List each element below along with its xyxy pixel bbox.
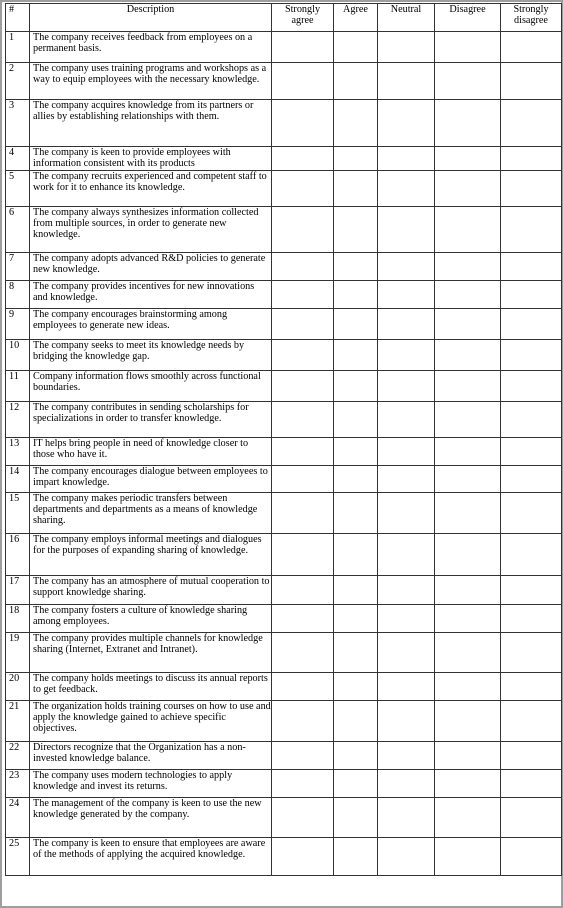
response-cell-agree[interactable] [334,438,378,466]
response-cell-agree[interactable] [334,605,378,633]
response-cell-strongly-disagree[interactable] [501,171,562,207]
response-cell-agree[interactable] [334,770,378,798]
row-description: The management of the company is keen to use the new knowledge generated by the company. [30,798,272,838]
row-description: The company provides incentives for new innovations and knowledge. [30,281,272,309]
response-cell-disagree[interactable] [435,576,501,605]
row-description: The company employs informal meetings and dialogues for the purposes of expanding sharing of knowledge. [30,534,272,576]
row-description: Company information flows smoothly across functional boundaries. [30,371,272,402]
row-description: The company is keen to ensure that employees are aware of the methods of applying the acquired knowledge. [30,838,272,876]
row-number: 8 [6,281,30,309]
response-cell-disagree[interactable] [435,171,501,207]
table-row [6,633,562,673]
header-agree: Agree [334,4,378,32]
response-cell-strongly-disagree[interactable] [501,309,562,340]
table-row [6,402,562,438]
row-description: The company uses modern technologies to apply knowledge and invest its returns. [30,770,272,798]
response-cell-strongly-disagree[interactable] [501,100,562,147]
survey-table [5,3,562,876]
response-cell-agree[interactable] [334,281,378,309]
response-cell-strongly-disagree[interactable] [501,147,562,171]
row-number: 24 [6,798,30,838]
response-cell-agree[interactable] [334,493,378,534]
table-row [6,171,562,207]
row-description: The company recruits experienced and competent staff to work for it to enhance its knowledge. [30,171,272,207]
response-cell-disagree[interactable] [435,742,501,770]
response-cell-agree[interactable] [334,340,378,371]
header-description: Description [30,4,272,32]
row-description: The company holds meetings to discuss its annual reports to get feedback. [30,673,272,701]
table-row [6,207,562,253]
response-cell-neutral[interactable] [378,633,435,673]
response-cell-disagree[interactable] [435,402,501,438]
response-cell-agree[interactable] [334,466,378,493]
response-cell-strongly-disagree[interactable] [501,281,562,309]
response-cell-strongly-agree[interactable] [272,253,334,281]
response-cell-disagree[interactable] [435,371,501,402]
table-row [6,100,562,147]
response-cell-agree[interactable] [334,63,378,100]
response-cell-strongly-disagree[interactable] [501,633,562,673]
row-description: The company uses training programs and workshops as a way to equip employees with the necessary knowledge. [30,63,272,100]
row-number: 17 [6,576,30,605]
header-number: # [6,4,30,32]
response-cell-strongly-agree[interactable] [272,32,334,63]
row-description: The company is keen to provide employees with information consistent with its products [30,147,272,171]
response-cell-neutral[interactable] [378,605,435,633]
response-cell-disagree[interactable] [435,100,501,147]
response-cell-strongly-disagree[interactable] [501,605,562,633]
response-cell-agree[interactable] [334,207,378,253]
response-cell-agree[interactable] [334,798,378,838]
response-cell-neutral[interactable] [378,838,435,876]
response-cell-neutral[interactable] [378,100,435,147]
response-cell-strongly-agree[interactable] [272,673,334,701]
row-number: 11 [6,371,30,402]
response-cell-strongly-disagree[interactable] [501,253,562,281]
response-cell-strongly-agree[interactable] [272,605,334,633]
response-cell-strongly-disagree[interactable] [501,438,562,466]
response-cell-disagree[interactable] [435,493,501,534]
response-cell-strongly-agree[interactable] [272,147,334,171]
response-cell-neutral[interactable] [378,63,435,100]
row-number: 6 [6,207,30,253]
row-description: The company has an atmosphere of mutual cooperation to support knowledge sharing. [30,576,272,605]
row-number: 4 [6,147,30,171]
row-description: The company encourages brainstorming among employees to generate new ideas. [30,309,272,340]
row-number: 14 [6,466,30,493]
table-row [6,281,562,309]
row-description: The company always synthesizes information collected from multiple sources, in order to generate new knowledge. [30,207,272,253]
table-row [6,340,562,371]
response-cell-neutral[interactable] [378,171,435,207]
response-cell-agree[interactable] [334,742,378,770]
response-cell-strongly-agree[interactable] [272,100,334,147]
response-cell-neutral[interactable] [378,534,435,576]
response-cell-strongly-agree[interactable] [272,534,334,576]
row-number: 9 [6,309,30,340]
response-cell-disagree[interactable] [435,633,501,673]
table-row [6,466,562,493]
response-cell-strongly-agree[interactable] [272,281,334,309]
table-row [6,371,562,402]
table-row [6,798,562,838]
table-row [6,701,562,742]
response-cell-strongly-agree[interactable] [272,466,334,493]
response-cell-agree[interactable] [334,371,378,402]
response-cell-agree[interactable] [334,838,378,876]
response-cell-agree[interactable] [334,100,378,147]
response-cell-strongly-agree[interactable] [272,838,334,876]
row-description: Directors recognize that the Organization has a non-invested knowledge balance. [30,742,272,770]
response-cell-strongly-disagree[interactable] [501,371,562,402]
response-cell-disagree[interactable] [435,281,501,309]
row-description: The company contributes in sending scholarships for specializations in order to transfer knowledge. [30,402,272,438]
response-cell-strongly-disagree[interactable] [501,207,562,253]
response-cell-disagree[interactable] [435,770,501,798]
row-number: 10 [6,340,30,371]
response-cell-strongly-agree[interactable] [272,402,334,438]
response-cell-neutral[interactable] [378,32,435,63]
response-cell-strongly-disagree[interactable] [501,63,562,100]
response-cell-strongly-agree[interactable] [272,207,334,253]
response-cell-strongly-agree[interactable] [272,742,334,770]
response-cell-agree[interactable] [334,32,378,63]
response-cell-strongly-disagree[interactable] [501,32,562,63]
response-cell-agree[interactable] [334,576,378,605]
row-description: The company encourages dialogue between employees to impart knowledge. [30,466,272,493]
table-row [6,605,562,633]
response-cell-strongly-agree[interactable] [272,701,334,742]
row-description: The company makes periodic transfers between departments and departments as a means of knowledge sharing. [30,493,272,534]
response-cell-agree[interactable] [334,171,378,207]
header-row [6,4,562,32]
response-cell-disagree[interactable] [435,340,501,371]
response-cell-strongly-disagree[interactable] [501,466,562,493]
response-cell-agree[interactable] [334,534,378,576]
response-cell-neutral[interactable] [378,147,435,171]
response-cell-strongly-disagree[interactable] [501,340,562,371]
response-cell-neutral[interactable] [378,701,435,742]
row-number: 23 [6,770,30,798]
row-number: 16 [6,534,30,576]
row-number: 22 [6,742,30,770]
table-row [6,673,562,701]
row-number: 1 [6,32,30,63]
response-cell-strongly-disagree[interactable] [501,838,562,876]
response-cell-neutral[interactable] [378,340,435,371]
row-number: 2 [6,63,30,100]
response-cell-strongly-disagree[interactable] [501,798,562,838]
response-cell-neutral[interactable] [378,402,435,438]
row-number: 20 [6,673,30,701]
response-cell-strongly-agree[interactable] [272,371,334,402]
response-cell-neutral[interactable] [378,253,435,281]
response-cell-strongly-disagree[interactable] [501,493,562,534]
row-number: 13 [6,438,30,466]
response-cell-strongly-disagree[interactable] [501,742,562,770]
response-cell-neutral[interactable] [378,493,435,534]
response-cell-agree[interactable] [334,147,378,171]
row-number: 3 [6,100,30,147]
response-cell-disagree[interactable] [435,534,501,576]
response-cell-strongly-agree[interactable] [272,171,334,207]
response-cell-agree[interactable] [334,402,378,438]
response-cell-disagree[interactable] [435,253,501,281]
row-number: 18 [6,605,30,633]
response-cell-neutral[interactable] [378,770,435,798]
table-body [6,32,562,876]
row-description: The company fosters a culture of knowledge sharing among employees. [30,605,272,633]
response-cell-disagree[interactable] [435,605,501,633]
response-cell-strongly-agree[interactable] [272,309,334,340]
row-number: 25 [6,838,30,876]
response-cell-strongly-agree[interactable] [272,63,334,100]
response-cell-strongly-agree[interactable] [272,340,334,371]
response-cell-neutral[interactable] [378,576,435,605]
row-description: The company adopts advanced R&D policies to generate new knowledge. [30,253,272,281]
response-cell-neutral[interactable] [378,673,435,701]
table-row [6,576,562,605]
response-cell-disagree[interactable] [435,438,501,466]
row-number: 7 [6,253,30,281]
response-cell-neutral[interactable] [378,466,435,493]
response-cell-neutral[interactable] [378,309,435,340]
response-cell-agree[interactable] [334,633,378,673]
response-cell-strongly-agree[interactable] [272,438,334,466]
row-description: The company acquires knowledge from its partners or allies by establishing relationships with them. [30,100,272,147]
response-cell-strongly-disagree[interactable] [501,770,562,798]
table-row [6,534,562,576]
response-cell-disagree[interactable] [435,309,501,340]
response-cell-disagree[interactable] [435,701,501,742]
row-description: The company receives feedback from employees on a permanent basis. [30,32,272,63]
table-row [6,63,562,100]
table-row [6,253,562,281]
row-number: 15 [6,493,30,534]
response-cell-disagree[interactable] [435,147,501,171]
response-cell-strongly-disagree[interactable] [501,402,562,438]
response-cell-agree[interactable] [334,701,378,742]
header-strongly-agree: Strongly agree [272,4,334,32]
response-cell-disagree[interactable] [435,207,501,253]
response-cell-disagree[interactable] [435,63,501,100]
row-number: 21 [6,701,30,742]
row-description: The company provides multiple channels for knowledge sharing (Internet, Extranet and Intranet). [30,633,272,673]
table-row [6,742,562,770]
row-number: 12 [6,402,30,438]
response-cell-strongly-disagree[interactable] [501,673,562,701]
table-row [6,770,562,798]
table-row [6,493,562,534]
row-number: 5 [6,171,30,207]
response-cell-strongly-disagree[interactable] [501,576,562,605]
header-neutral: Neutral [378,4,435,32]
row-description: The organization holds training courses on how to use and apply the knowledge gained to achieve specific objectives. [30,701,272,742]
table-row [6,147,562,171]
response-cell-disagree[interactable] [435,32,501,63]
response-cell-agree[interactable] [334,253,378,281]
response-cell-agree[interactable] [334,673,378,701]
response-cell-disagree[interactable] [435,798,501,838]
response-cell-strongly-agree[interactable] [272,576,334,605]
response-cell-neutral[interactable] [378,438,435,466]
table-row [6,32,562,63]
response-cell-disagree[interactable] [435,673,501,701]
response-cell-strongly-agree[interactable] [272,633,334,673]
response-cell-strongly-disagree[interactable] [501,701,562,742]
response-cell-strongly-agree[interactable] [272,493,334,534]
response-cell-disagree[interactable] [435,838,501,876]
response-cell-strongly-disagree[interactable] [501,534,562,576]
table-row [6,309,562,340]
response-cell-strongly-agree[interactable] [272,798,334,838]
response-cell-neutral[interactable] [378,281,435,309]
response-cell-disagree[interactable] [435,466,501,493]
table-row [6,438,562,466]
header-disagree: Disagree [435,4,501,32]
table-row [6,838,562,876]
response-cell-neutral[interactable] [378,207,435,253]
row-description: The company seeks to meet its knowledge needs by bridging the knowledge gap. [30,340,272,371]
row-description: IT helps bring people in need of knowledge closer to those who have it. [30,438,272,466]
response-cell-agree[interactable] [334,309,378,340]
response-cell-neutral[interactable] [378,742,435,770]
response-cell-neutral[interactable] [378,798,435,838]
row-number: 19 [6,633,30,673]
response-cell-neutral[interactable] [378,371,435,402]
header-strongly-disagree: Strongly disagree [501,4,562,32]
response-cell-strongly-agree[interactable] [272,770,334,798]
